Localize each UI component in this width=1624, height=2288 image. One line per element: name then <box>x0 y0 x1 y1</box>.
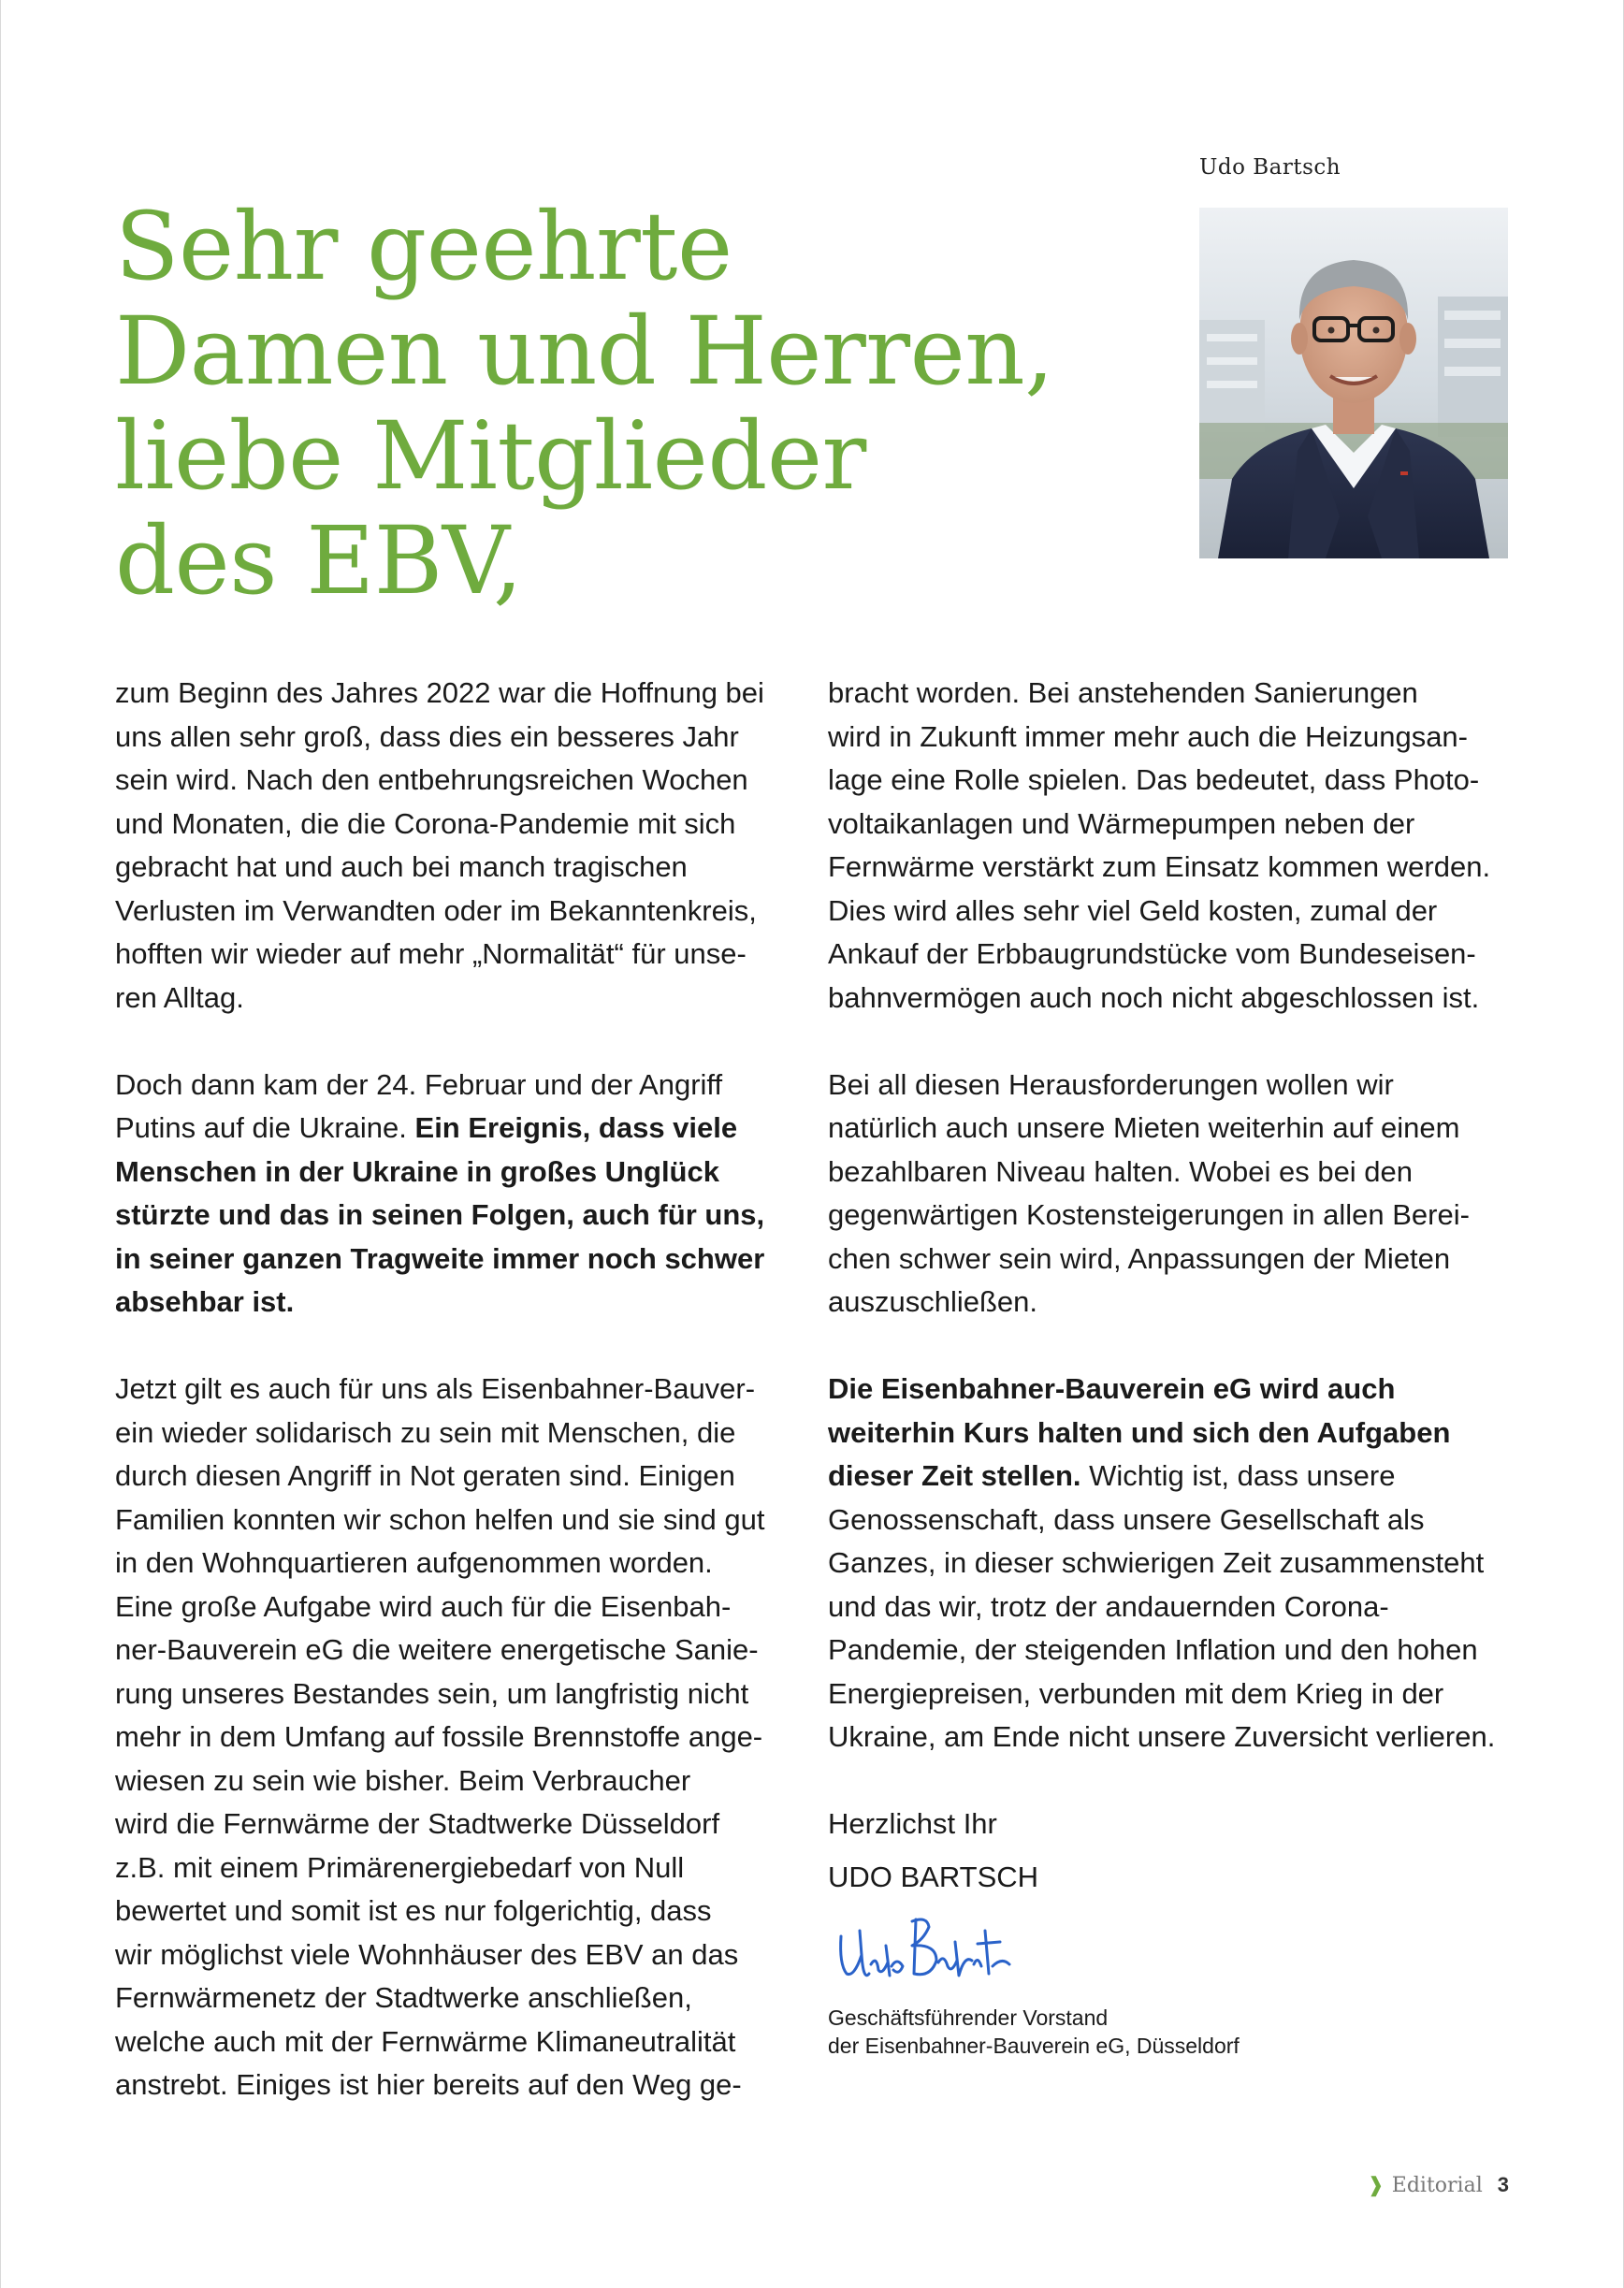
heading-line: des EBV, <box>115 506 523 615</box>
paragraph-gap <box>828 1325 1501 1368</box>
signer-organization: der Eisenbahner-Bauverein eG, Düsseldorf <box>828 2034 1240 2058</box>
text-line: und das wir, trotz der andauernden Corona- <box>828 1589 1389 1623</box>
handwritten-signature <box>834 1908 1021 1992</box>
text-line-bold: in seiner ganzen Tragweite immer noch schwer <box>115 1241 765 1275</box>
text-line: Fernwärmenetz der Stadtwerke anschließen, <box>115 1981 692 2014</box>
text-line: bezahlbaren Niveau halten. Wobei es bei den <box>828 1154 1414 1188</box>
portrait-photo <box>1199 208 1508 558</box>
text-bold: Ein Ereignis, dass viele <box>414 1111 738 1144</box>
text-line: wird in Zukunft immer mehr auch die Heizungsan- <box>828 719 1468 753</box>
text-line: und Monaten, die die Corona-Pandemie mit sich <box>115 806 736 840</box>
text-line: anstrebt. Einiges ist hier bereits auf den Weg ge- <box>115 2068 742 2101</box>
page-footer <box>1367 2173 1509 2197</box>
text-line: bracht worden. Bei anstehenden Sanierungen <box>828 676 1418 709</box>
signer-role: Geschäftsführender Vorstand <box>828 2006 1109 2030</box>
text-line: Dies wird alles sehr viel Geld kosten, zumal der <box>828 893 1438 927</box>
closing-line: Herzlichst Ihr <box>828 1807 997 1840</box>
text-line: Energiepreisen, verbunden mit dem Krieg in der <box>828 1676 1444 1710</box>
text-line: voltaikanlagen und Wärmepumpen neben der <box>828 806 1415 840</box>
text-line: wird die Fernwärme der Stadtwerke Düsseldorf <box>115 1807 720 1840</box>
text-line: gebracht hat und auch bei manch tragischen <box>115 850 688 883</box>
text-line: bewertet und somit ist es nur folgerichtig, dass <box>115 1894 712 1927</box>
right-text-column <box>828 672 1501 2060</box>
text-bold: dieser Zeit stellen. <box>828 1459 1081 1492</box>
text-line: chen schwer sein wird, Anpassungen der Mieten <box>828 1241 1451 1275</box>
text-line: wiesen zu sein wie bisher. Beim Verbraucher <box>115 1763 691 1797</box>
greeting-heading <box>115 192 1054 615</box>
text-line: ner-Bauverein eG die weitere energetische Sanie- <box>115 1633 759 1666</box>
text-line: in den Wohnquartieren aufgenommen worden. <box>115 1546 713 1579</box>
heading-line: Damen und Herren, <box>115 297 1054 406</box>
text-line: Verlusten im Verwandten oder im Bekanntenkreis, <box>115 893 757 927</box>
text-line: lage eine Rolle spielen. Das bedeutet, dass Photo- <box>828 763 1480 796</box>
text-line: Eine große Aufgabe wird auch für die Eisenbah- <box>115 1589 732 1623</box>
paragraph-gap <box>115 1325 789 1368</box>
paragraph-gap <box>828 1759 1501 1803</box>
heading-line: liebe Mitglieder <box>115 401 866 511</box>
text-line-bold: Menschen in der Ukraine in großes Unglück <box>115 1154 719 1188</box>
heading-line: Sehr geehrte <box>115 192 732 301</box>
text-line: z.B. mit einem Primärenergiebedarf von Null <box>115 1850 685 1884</box>
photo-caption: Udo Bartsch <box>1199 155 1341 180</box>
text-plain: Wichtig ist, dass unsere <box>1080 1459 1396 1492</box>
text-plain: Putins auf die Ukraine. <box>115 1111 415 1144</box>
text-line-bold: absehbar ist. <box>115 1285 295 1318</box>
text-line: sein wird. Nach den entbehrungsreichen Wochen <box>115 763 748 796</box>
text-line: Ankauf der Erbbaugrundstücke vom Bundeseisen- <box>828 937 1476 970</box>
text-line-bold: weiterhin Kurs halten und sich den Aufgaben <box>828 1415 1451 1449</box>
page-number: 3 <box>1497 2173 1509 2196</box>
text-line: hofften wir wieder auf mehr „Normalität“ für unse- <box>115 937 747 970</box>
text-line: natürlich auch unsere Mieten weiterhin auf einem <box>828 1111 1460 1144</box>
text-line: wir möglichst viele Wohnhäuser des EBV an das <box>115 1937 739 1971</box>
signature-block <box>828 1856 1501 2061</box>
text-line: rung unseres Bestandes sein, um langfristig nicht <box>115 1676 749 1710</box>
left-text-column <box>115 672 789 2107</box>
text-line-mixed <box>828 1455 1501 1499</box>
text-line: Bei all diesen Herausforderungen wollen wir <box>828 1067 1394 1101</box>
text-line: zum Beginn des Jahres 2022 war die Hoffnung bei <box>115 676 764 709</box>
text-line: Fernwärme verstärkt zum Einsatz kommen werden. <box>828 850 1491 883</box>
text-line-bold: Die Eisenbahner-Bauverein eG wird auch <box>828 1372 1396 1405</box>
text-line: uns allen sehr groß, dass dies ein besseres Jahr <box>115 719 739 753</box>
paragraph-gap <box>115 1020 789 1064</box>
text-line: bahnvermögen auch noch nicht abgeschlossen ist. <box>828 980 1480 1014</box>
text-line: durch diesen Angriff in Not geraten sind. Einigen <box>115 1459 735 1492</box>
text-line: Pandemie, der steigenden Inflation und den hohen <box>828 1633 1478 1666</box>
section-marker-icon: ❱ <box>1367 2173 1385 2197</box>
signer-name: UDO BARTSCH <box>828 1860 1039 1893</box>
text-line: ren Alltag. <box>115 980 244 1014</box>
text-line: Jetzt gilt es auch für uns als Eisenbahner-Bauver- <box>115 1372 756 1405</box>
text-line: Genossenschaft, dass unsere Gesellschaft als <box>828 1502 1425 1536</box>
text-line: ein wieder solidarisch zu sein mit Menschen, die <box>115 1415 736 1449</box>
text-line: Doch dann kam der 24. Februar und der Angriff <box>115 1067 723 1101</box>
text-line-bold: stürzte und das in seinen Folgen, auch für uns, <box>115 1198 765 1231</box>
page-edge-left <box>0 0 1 2288</box>
text-line: Ganzes, in dieser schwierigen Zeit zusammensteht <box>828 1546 1485 1579</box>
text-line-mixed <box>115 1107 789 1151</box>
text-line: Familien konnten wir schon helfen und sie sind gut <box>115 1502 765 1536</box>
text-line: auszuschließen. <box>828 1285 1038 1318</box>
text-line: welche auch mit der Fernwärme Klimaneutralität <box>115 2024 736 2058</box>
text-line: Ukraine, am Ende nicht unsere Zuversicht verlieren. <box>828 1720 1496 1753</box>
paragraph-gap <box>828 1020 1501 1064</box>
footer-section: Editorial <box>1391 2173 1483 2197</box>
text-line: mehr in dem Umfang auf fossile Brennstoffe ange- <box>115 1720 763 1753</box>
text-line: gegenwärtigen Kostensteigerungen in allen Berei- <box>828 1198 1470 1231</box>
